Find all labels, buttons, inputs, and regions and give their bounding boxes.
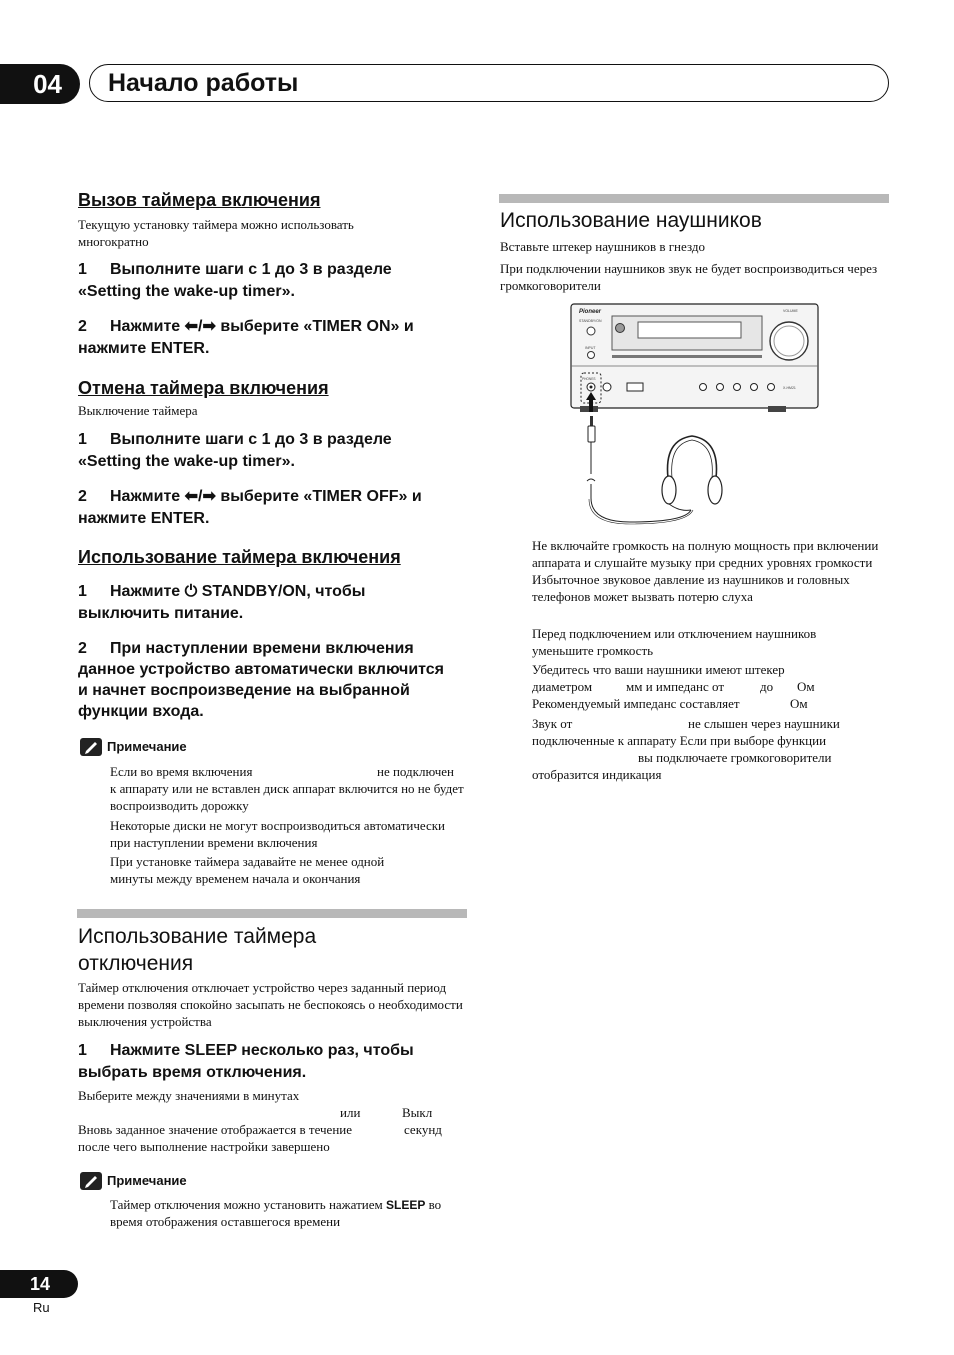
device-sensor <box>616 324 625 333</box>
step-text: При наступлении времени включения данное устройство автоматически включится и начнет воспроизведение на выбранной функции входа. <box>78 640 445 720</box>
warning-2: Перед подключением или отключением наушников уменьшите громкость <box>532 626 817 658</box>
chapter-title: Начало работы <box>108 69 299 97</box>
headphones-heading: Использование наушников <box>500 209 762 232</box>
device-button <box>700 384 707 391</box>
section-bar <box>77 909 467 918</box>
note-2-text: Таймер отключения можно установить нажатием SLEEP во <box>110 1197 442 1212</box>
step-number: 1 <box>78 431 87 448</box>
warning-4a: Звук от <box>532 716 573 731</box>
warning-3c: мм и импеданс от <box>626 679 725 694</box>
device-display <box>638 322 741 338</box>
device-volume-label: VOLUME <box>783 309 798 313</box>
device-disc-slot <box>612 355 762 358</box>
warning-3e: Ом <box>797 679 815 694</box>
headphone-cord <box>587 442 691 522</box>
note-1-line1b: не подключен <box>377 764 454 779</box>
note-1-line2: Некоторые диски не могут воспроизводиться автоматически при наступлении времени включения <box>110 818 446 850</box>
usb-port <box>627 383 643 391</box>
step-text: Нажмите ⬅/➡ выберите «TIMER OFF» и нажмите ENTER. <box>78 488 422 527</box>
chapter-number-badge: 04 <box>0 64 80 104</box>
note-2-text-cont: время отображения оставшегося времени <box>110 1214 341 1229</box>
note-pencil-icon <box>80 738 102 756</box>
note-1-line1a: Если во время включения <box>110 764 253 779</box>
sleep-desc: Таймер отключения отключает устройство через заданный период времени позволяя спокойно засыпать не беспокоясь о необходимости выключения устройства <box>78 980 463 1029</box>
device-foot <box>768 406 786 412</box>
sleep-or: или <box>340 1105 361 1120</box>
note-1-label: Примечание <box>107 739 187 754</box>
device-volume-knob <box>770 322 808 360</box>
page-number: 14 <box>0 1270 78 1298</box>
wake-use-step-1 <box>78 581 448 625</box>
warning-3g: Ом <box>790 696 808 711</box>
sleep-done: после чего выполнение настройки завершено <box>78 1139 330 1154</box>
wake-use-step-2 <box>78 638 458 722</box>
device-button <box>751 384 758 391</box>
sleep-off: Выкл <box>402 1105 433 1120</box>
note-2-label: Примечание <box>107 1173 187 1188</box>
wake-cancel-desc: Выключение таймера <box>78 403 198 418</box>
language-code: Ru <box>33 1300 50 1315</box>
step-number: 1 <box>78 583 87 600</box>
wake-call-desc: Текущую установку таймера можно использовать многократно <box>78 217 354 249</box>
note-pencil-icon <box>80 1172 102 1190</box>
section-bar <box>499 194 889 203</box>
sleep-heading: Использование таймера отключения <box>78 925 317 975</box>
headphones-p2: При подключении наушников звук не будет воспроизводиться через громкоговорители <box>500 261 878 293</box>
device-standby-label: STANDBY/ON <box>579 319 602 323</box>
device-button <box>717 384 724 391</box>
wake-use-heading: Использование таймера включения <box>78 547 401 567</box>
headphones-band <box>668 436 717 478</box>
wake-call-step-2 <box>78 316 463 360</box>
headphones-connection-diagram <box>560 298 830 528</box>
warning-3d: до <box>760 679 774 694</box>
device-button <box>734 384 741 391</box>
sleep-choose: Выберите между значениями в минутах <box>78 1088 300 1103</box>
device-brand: Pioneer <box>579 309 602 315</box>
warning-1: Не включайте громкость на полную мощность при включении аппарата и слушайте музыку при средних уровнях громкости Избыточное звуковое давление из наушников и головных телефонов может вызвать потерю слуха <box>532 538 879 604</box>
device-standby-button <box>587 327 595 335</box>
sleep-step-1 <box>78 1040 448 1084</box>
note-1-line3: При установке таймера задавайте не менее одной минуты между временем начала и окончания <box>110 854 385 886</box>
step-text: Выполните шаги с 1 до 3 в разделе «Setting the wake-up timer». <box>78 431 392 470</box>
warning-3f: Рекомендуемый импеданс составляет <box>532 696 740 711</box>
headphones-ear-cup-right <box>708 476 722 504</box>
wake-cancel-step-2 <box>78 486 468 530</box>
device-input-label: INPUT <box>585 346 596 350</box>
headphone-plug <box>590 416 593 426</box>
wake-cancel-step-1 <box>78 429 458 473</box>
warning-4c: подключенные к аппарату Если при выборе функции <box>532 733 827 748</box>
device-model: X-HM21 <box>783 386 796 390</box>
step-number: 2 <box>78 488 87 505</box>
sleep-shown-b: секунд <box>404 1122 442 1137</box>
headphone-plug-body <box>588 426 595 442</box>
warning-3b: диаметром <box>532 679 593 694</box>
wake-cancel-heading: Отмена таймера включения <box>78 378 329 398</box>
step-text: Выполните шаги с 1 до 3 в разделе «Setting the wake-up timer». <box>78 261 392 300</box>
device-input-button <box>588 352 595 359</box>
step-number: 2 <box>78 640 87 657</box>
device-button <box>768 384 775 391</box>
warning-4d: вы подключаете громкоговорители <box>638 750 832 765</box>
wake-call-step-1 <box>78 259 458 303</box>
headphones-ear-cup-left <box>662 476 676 504</box>
device-phones-label: PHONES <box>582 377 596 381</box>
step-number: 1 <box>78 1042 87 1059</box>
aux-jack <box>603 383 611 391</box>
wake-call-heading: Вызов таймера включения <box>78 190 321 210</box>
headphones-p1: Вставьте штекер наушников в гнездо <box>500 239 705 254</box>
step-text: Нажмите ⏻ STANDBY/ON, чтобы выключить питание. <box>78 583 366 622</box>
warning-4b: не слышен через наушники <box>688 716 840 731</box>
warning-4e: отобразится индикация <box>532 767 662 782</box>
step-number: 1 <box>78 261 87 278</box>
sleep-shown-a: Вновь заданное значение отображается в течение <box>78 1122 353 1137</box>
warning-3a: Убедитесь что ваши наушники имеют штекер <box>532 662 785 677</box>
step-text: Нажмите SLEEP несколько раз, чтобы выбрать время отключения. <box>78 1042 414 1081</box>
step-text: Нажмите ⬅/➡ выберите «TIMER ON» и нажмите ENTER. <box>78 318 414 357</box>
note-1-line1c: к аппарату или не вставлен диск аппарат включится но не будет воспроизводить дорожку <box>110 781 464 813</box>
step-number: 2 <box>78 318 87 335</box>
